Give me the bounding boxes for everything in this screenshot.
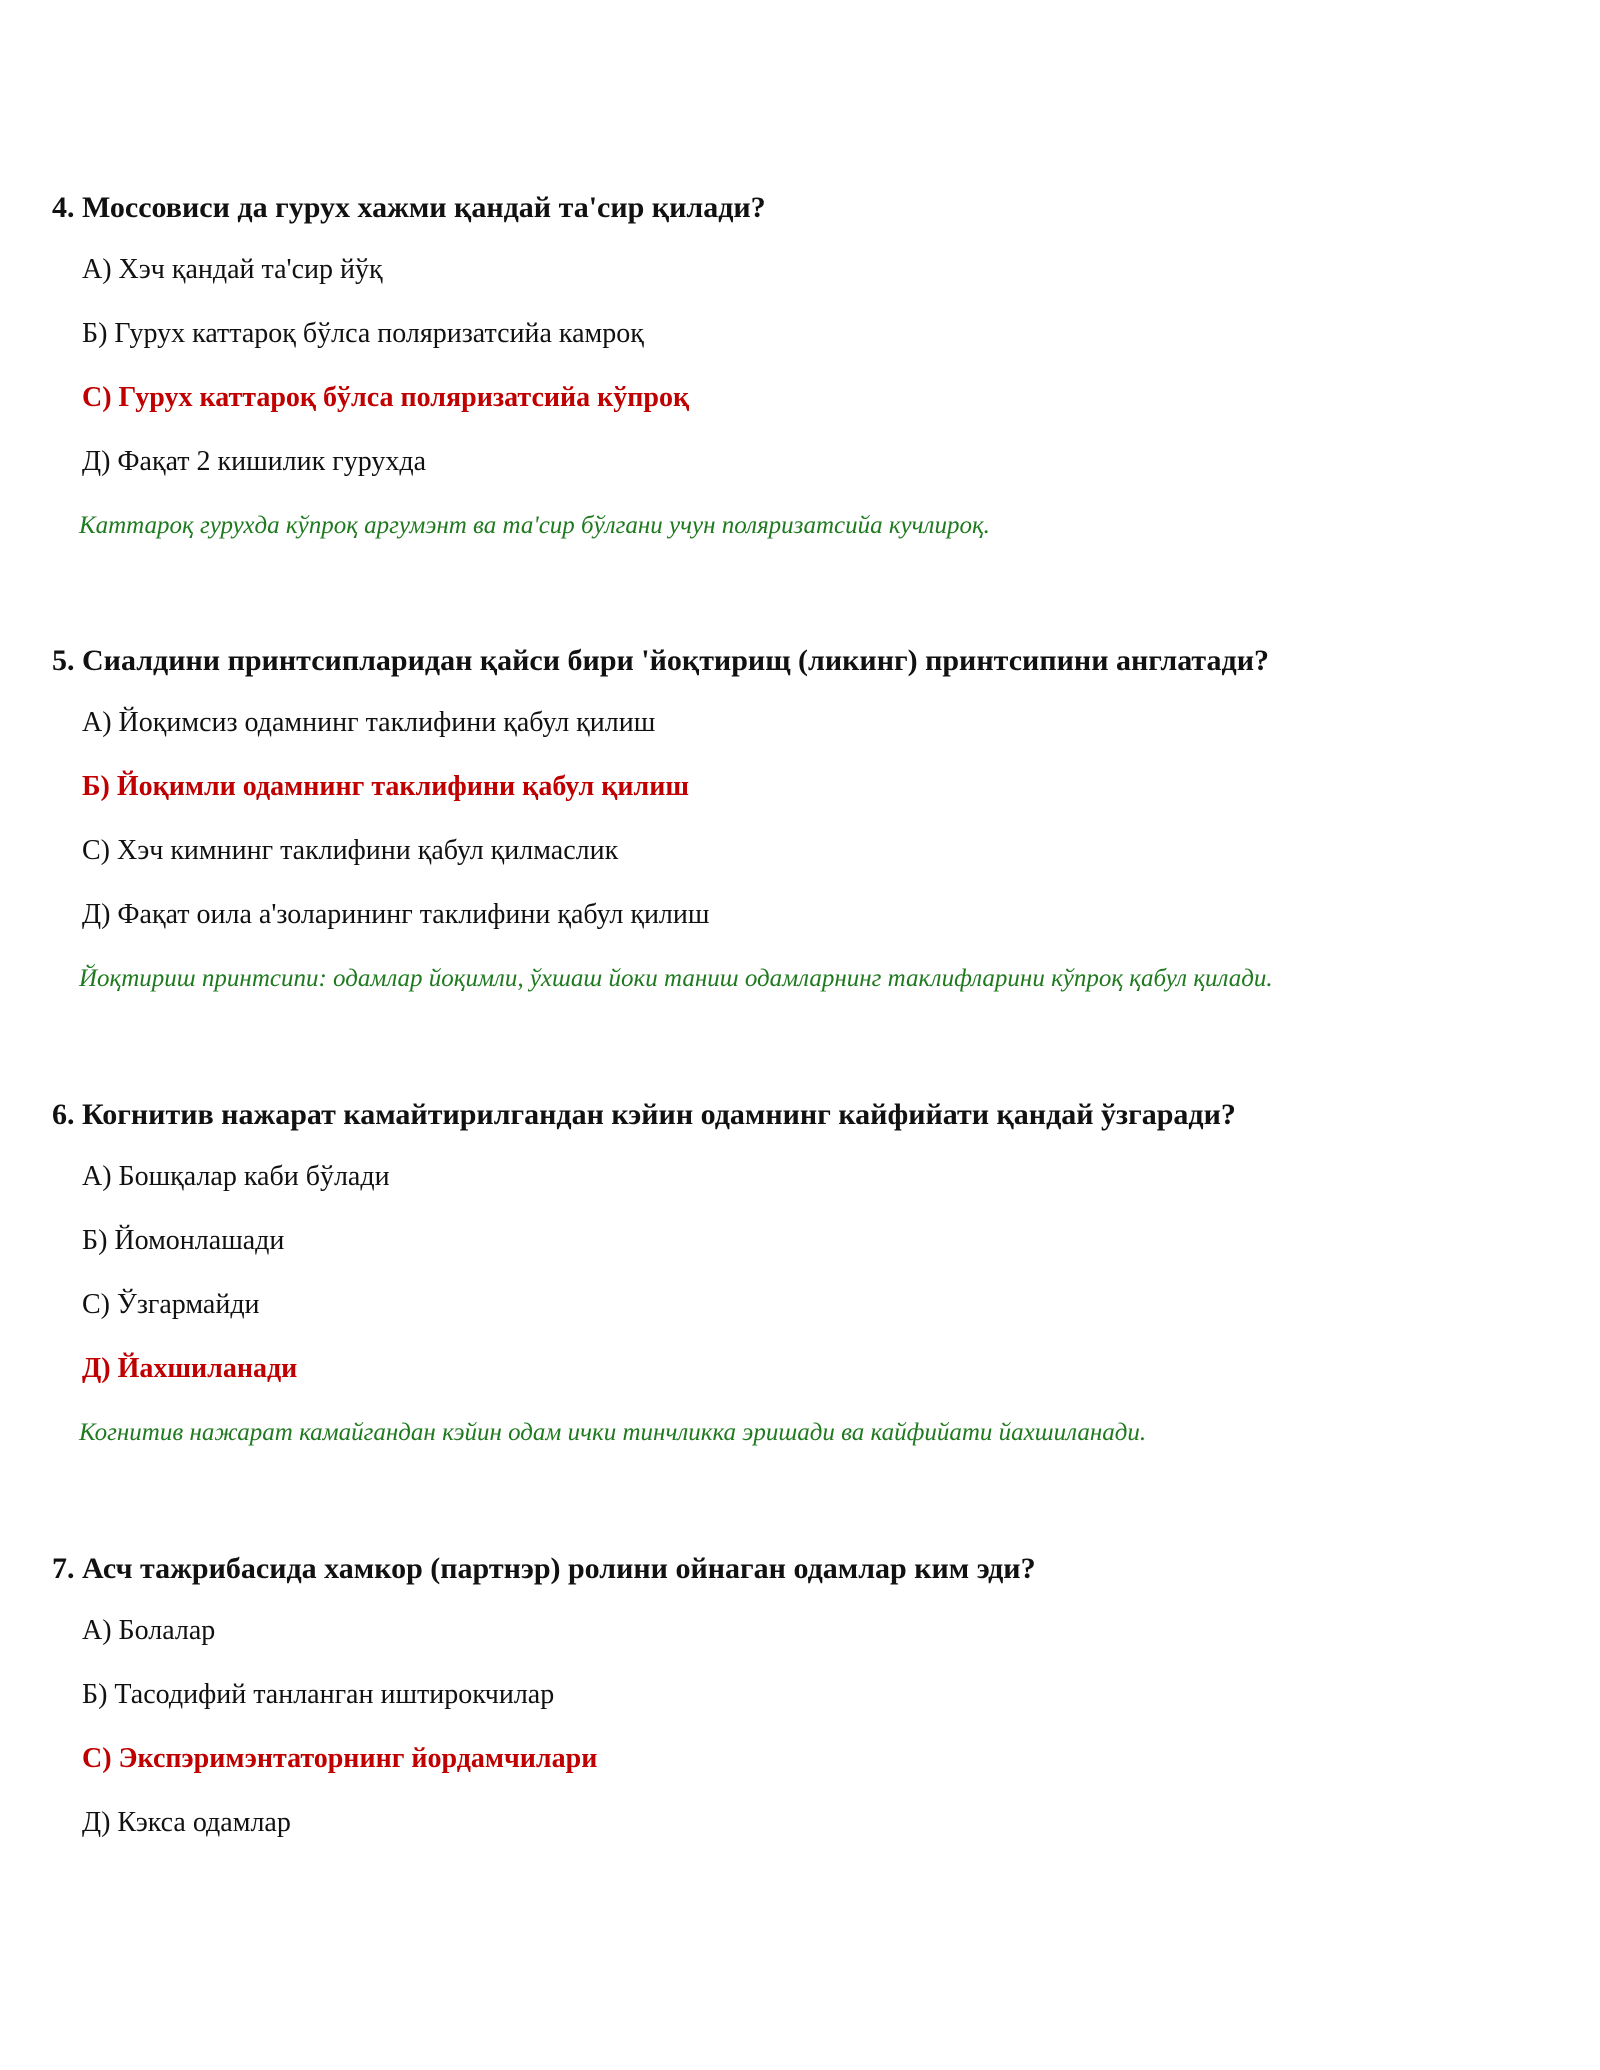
option-d: Д) Фақат оила а'золарининг таклифини қабул қилиш [82,899,710,930]
option-c-correct: С) Гурух каттароқ бўлса поляризатсийа кўпроқ [82,382,690,413]
option-d: Д) Кэкса одамлар [82,1807,291,1838]
explanation: Каттароқ гурухда кўпроқ аргумэнт ва та'сир бўлгани учун поляризатсийа кучлироқ. [79,512,990,539]
question-title: 4. Моссовиси да гурух хажми қандай та'сир қилади? [52,191,766,224]
explanation: Йоқтириш принтсипи: одамлар йоқимли, ўхшаш йоки таниш одамларнинг таклифларини кўпроқ қабул қилади. [79,965,1273,992]
option-a: А) Болалар [82,1615,216,1646]
option-b-correct: Б) Йоқимли одамнинг таклифини қабул қилиш [82,771,690,802]
option-b: Б) Гурух каттароқ бўлса поляризатсийа камроқ [82,318,644,349]
option-d-correct: Д) Йахшиланади [82,1353,298,1384]
explanation: Когнитив нажарат камайгандан кэйин одам ички тинчликка эришади ва кайфийати йахшиланади. [79,1419,1147,1446]
option-c: С) Ўзгармайди [82,1289,260,1320]
option-c-correct: С) Экспэримэнтаторнинг йордамчилари [82,1743,598,1774]
question-6 [52,1097,1552,1446]
option-b: Б) Йомонлашади [82,1225,285,1256]
option-a: А) Йоқимсиз одамнинг таклифини қабул қилиш [82,707,656,738]
option-a: А) Хэч қандай та'сир йўқ [82,254,383,285]
option-c: С) Хэч кимнинг таклифини қабул қилмаслик [82,835,619,866]
question-4 [52,190,1552,539]
question-title: 5. Сиалдини принтсипларидан қайси бири 'йоқтирищ (ликинг) принтсипини англатади? [52,644,1269,677]
option-d: Д) Фақат 2 кишилик гурухда [82,446,426,477]
question-title: 6. Когнитив нажарат камайтирилгандан кэйин одамнинг кайфийати қандай ўзгаради? [52,1098,1236,1131]
option-b: Б) Тасодифий танланган иштирокчилар [82,1679,555,1710]
question-5 [52,643,1552,992]
question-7 [52,1551,1552,1838]
question-title: 7. Асч тажрибасида хамкор (партнэр) ролини ойнаган одамлар ким эди? [52,1552,1036,1585]
option-a: А) Бошқалар каби бўлади [82,1161,390,1192]
